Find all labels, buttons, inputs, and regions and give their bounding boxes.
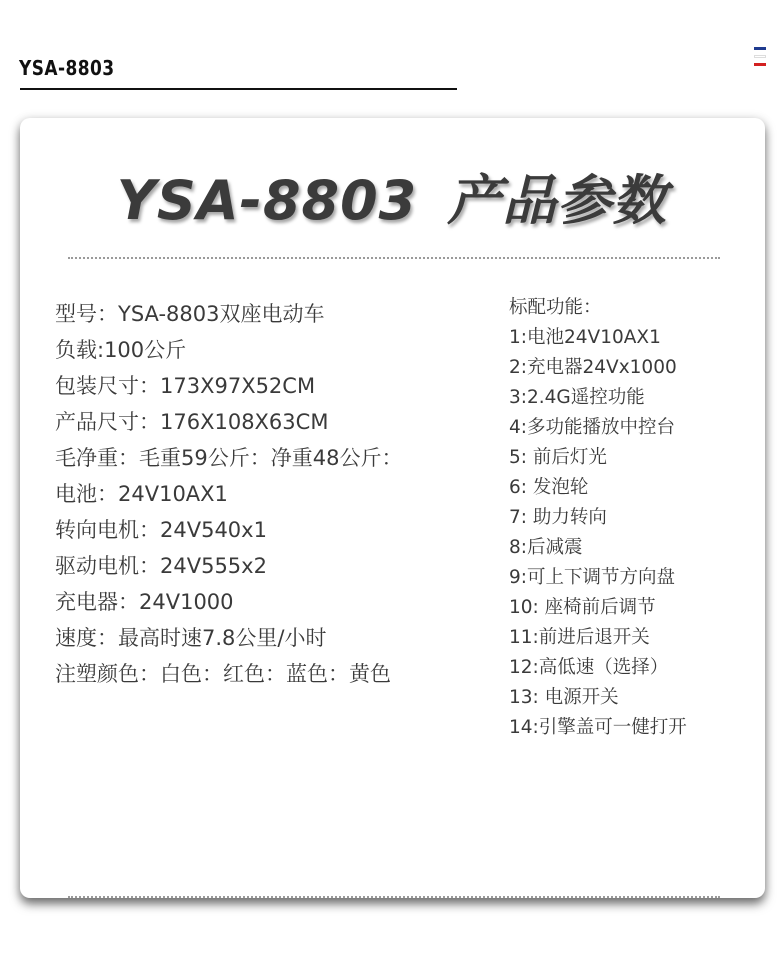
standard-features-list [509, 293, 769, 743]
feature-item: 9:可上下调节方向盘 [509, 567, 676, 588]
flag-stripe-blue [754, 47, 766, 50]
feature-item: 7: 助力转向 [509, 507, 607, 528]
feature-item: 1:电池24V10AX1 [509, 327, 661, 348]
standard-features-heading: 标配功能： [509, 297, 602, 318]
spec-item: 驱动电机：24V555x2 [55, 554, 267, 578]
spec-item: 毛净重：毛重59公斤：净重48公斤： [55, 446, 403, 470]
feature-item: 11:前进后退开关 [509, 627, 650, 648]
feature-item: 6: 发泡轮 [509, 477, 589, 498]
dotted-divider-bottom [68, 896, 720, 898]
feature-item: 3:2.4G遥控功能 [509, 387, 645, 408]
spec-item: 充电器：24V1000 [55, 590, 234, 614]
card-title-model: YSA-8803 [116, 169, 418, 232]
card-title [0, 158, 784, 235]
spec-item: 电池：24V10AX1 [55, 482, 228, 506]
flag-stripes-icon [754, 47, 766, 71]
spec-list [55, 296, 495, 692]
dotted-divider-top [68, 257, 720, 259]
feature-item: 8:后减震 [509, 537, 583, 558]
feature-item: 5: 前后灯光 [509, 447, 607, 468]
feature-item: 2:充电器24Vx1000 [509, 357, 677, 378]
feature-item: 14:引擎盖可一健打开 [509, 717, 687, 738]
feature-item: 13: 电源开关 [509, 687, 619, 708]
spec-item: 速度：最高时速7.8公里/小时 [55, 626, 327, 650]
header-divider [20, 88, 457, 90]
flag-stripe-white [754, 55, 766, 58]
card-title-text: 产品参数 [447, 169, 668, 232]
feature-item: 10: 座椅前后调节 [509, 597, 656, 618]
spec-item: 包装尺寸：173X97X52CM [55, 374, 316, 398]
feature-item: 4:多功能播放中控台 [509, 417, 676, 438]
spec-item: 转向电机：24V540x1 [55, 518, 267, 542]
spec-item: 型号：YSA-8803双座电动车 [55, 302, 325, 326]
page-header-title: YSA-8803 [19, 56, 115, 80]
feature-item: 12:高低速（选择） [509, 657, 669, 678]
spec-item: 负载:100公斤 [55, 338, 187, 362]
spec-item: 注塑颜色：白色：红色：蓝色：黄色 [55, 662, 391, 686]
spec-item: 产品尺寸：176X108X63CM [55, 410, 329, 434]
flag-stripe-red [754, 63, 766, 66]
